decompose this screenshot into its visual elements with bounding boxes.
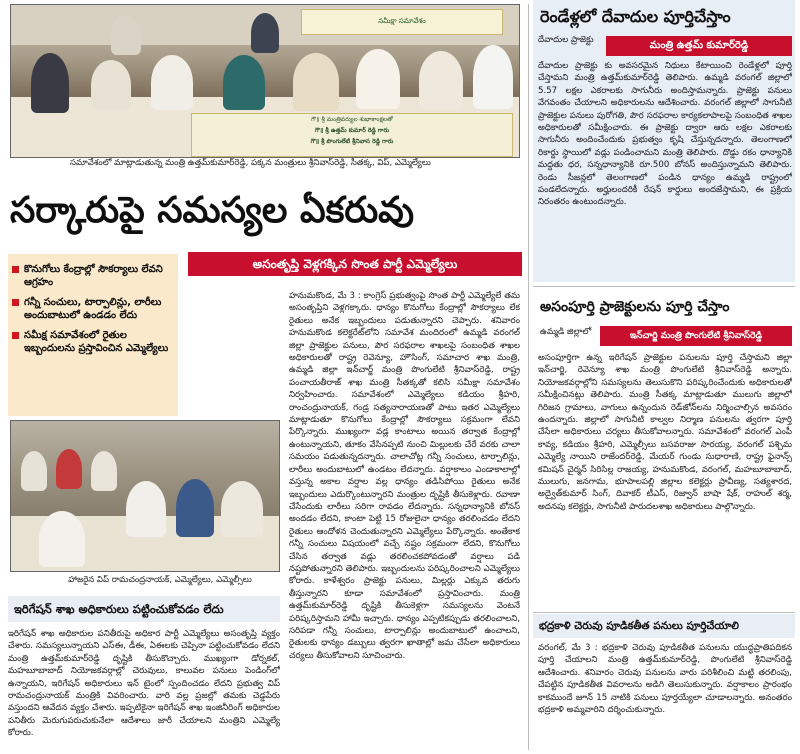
right-mid-lead: ఉమ్మడి జిల్లాలో: [540, 327, 592, 337]
right-bottom-title: భద్రకాళి చెరువు పూడికతీత పనులు పూర్తిచేయాలి: [533, 614, 795, 638]
right-top-tag: మంత్రి ఉత్తమ్ కుమార్‌రెడ్డి: [606, 36, 792, 56]
right-mid-tag: ఇన్‌చార్జి మంత్రి పొంగులేటి శ్రీనివాస్‌రెడ్డి: [600, 326, 792, 346]
right-mid-body: అసంపూర్తిగా ఉన్న ఇరిగేషన్ ప్రాజెక్టుల పనులను పూర్తి చేస్తామని జిల్లా ఇన్‌చార్జి, రెవెన్యూ శాఖ మంత్రి పొంగులేటి శ్రీనివాస్‌రెడ్డి అన్నారు. నియోజకవర్గాల్లోని సమస్యలను తెలుసుకొని పరిష్కరించేందుకు అధికారులతో సమీక్షించినట్లు తెలిపారు. మంత్రి సీతక్క మాట్లాడుతూ ములుగు జిల్లాలో గిరిజన గ్రామాలు, వాగులు ఉన్నందున రెడ్‌జోన్‌లను నిర్మించాల్సిన అవసరం ఉందన్నారు. జిల్లాలో సాగునీటి కాల్వల నిర్మాణ పనులను త్వరగా పూర్తి చేసేలా అధికారులు చర్యలు తీసుకోవాలన్నారు. సమావేశంలో వరంగల్ ఎంపీ కావ్య, కడియం శ్రీహరి, ఎమ్మెల్సీలు బసవరాజు సారయ్య, వరంగల్ పశ్చిమ ఎమ్మెల్యే నాయిని రాజేందర్‌రెడ్డి, మేయర్ గుండు సుధారాణి, రాష్ట్ర ఫైనాన్స్ కమిషన్ చైర్మన్ సిరిసిల్ల రాజయ్య, హనుమకొండ, వరంగల్, మహబూబాబాద్, ములుగు, జనగామ, భూపాలపల్లి జిల్లాల కలెక్టర్లు ప్రావీణ్య, సత్యశారద, అద్వైత్‌కుమార్ సింగ్, దివాకర్ టీఎస్, రిజ్వాన్ బాషా షేక్, రాహుల్ శర్మ, అదనపు కలెక్టర్లు, సాగునీటి పారుదలశాఖ అధికారులు పాల్గొన్నారు.: [538, 353, 792, 512]
banner-line: సమీక్షా సమావేశం: [378, 17, 426, 25]
top-photo-back-banner: [301, 9, 503, 35]
highlight-text: గన్నీ సంచులు, టార్పాలిన్లు, లారీలు అందుబాటులో ఉండడం లేదు: [24, 297, 162, 321]
main-article-body: హనుమకొండ, మే 3 : కాంగ్రెస్ ప్రభుత్వంపై సొంత పార్టీ ఎమ్మెల్యేలే తమ అసంతృప్తిని వెళ్లగక్కారు. ధాన్యం కొనుగోలు కేంద్రాల్లో సౌకర్యాలు లేక రైతులు అనేక ఇబ్బందులు పడుతున్నారని చెప్పారు. శనివారం హనుమకొండ కలెక్టరేట్‌లోని సమావేశ మందిరంలో ఉమ్మడి వరంగల్ జిల్లా ప్రాజెక్టుల పనులు, పౌర సరఫరాల శాఖలపై సంబంధిత శాఖల అధికారులతో రాష్ట్ర రెవెన్యూ, హౌసింగ్, సమాచార శాఖ మంత్రి, ఉమ్మడి జిల్లా ఇన్‌చార్జ్ మంత్రి పొంగులేటి శ్రీనివాస్‌రెడ్డి, రాష్ట్ర పంచాయతీరాజ్ శాఖ మంత్రి సీతక్కతో కలిసి సమీక్షా సమావేశం నిర్వహించారు. సమావేశంలో ఎమ్మెల్యేలు కడియం శ్రీహరి, రాంచంద్రునాయక్, గండ్ర సత్యనారాయణతో పాటు ఇతర ఎమ్మెల్యేలు మాట్లాడుతూ కొనుగోలు కేంద్రాల్లో సౌకర్యాలు సక్రమంగా లేవని పేర్కొన్నారు. ముఖ్యంగా వడ్ల కాంటాలు అయిన తర్వాత కేంద్రాల్లో ఉంటున్నాయని, తూకం వేసినప్పటి నుంచి మిల్లులకు చేరే వరకు చాలా సమయం పడుతున్నదన్నారు. చాలాచోట్ల గన్నీ సంచులు, టార్పాలిన్లు, లారీలు అందుబాటులో ఉండటం లేదన్నారు. వర్షాకాలం ఎండాకాలాల్లో వస్తున్న అకాల వర్షాల వల్ల ధాన్యం తడిసిపోయి రైతులు అనేక ఇబ్బందులు ఎదుర్కొంటున్నారని మంత్రుల దృష్టికి తీసుకెళ్లారు. రవాణా చేసేందుకు లారీలు సరిగా రావడం లేదన్నారు. సన్నధాన్యానికి బోనస్ అందడం లేదని, కాంటా పెట్టి 15 రోజులైనా ధాన్యం తరలించడం లేదని రైతులు ఆందోళన చెందుతున్నారని ఎమ్మెల్యేలు పేర్కొన్నారు. అంతేకాక గన్నీ సంచులు విషయంలో వచ్చే నష్టం సక్రమంగా లేదని, కొనుగోలు చేసిన తర్వాత వడ్లు తరలించకపోవడంతో వర్షాలు పడి నష్టపోతున్నారని తెలిపారు. ఇబ్బందులను పరిష్కరించాలని ఎమ్మెల్యేలు కోరారు. కాళేశ్వరం ప్రాజెక్టు పనులు, మిల్లర్లు ఎక్కువ తరుగు తీస్తున్నారని కూడా సమావేశంలో ప్రస్తావించారు. మంత్రి ఉత్తమ్‌కుమార్‌రెడ్డి దృష్టికి తీసుకెళ్లగా సమస్యలను వెంటనే పరిష్కరిస్తామని హామీ ఇచ్చారు. ధాన్యం ఎప్పటికప్పుడు తరలించాలని, సరిపడా గన్నీ సంచులు, టార్పాలిన్లు అందుబాటులో ఉంచాలని, రైతులకు ధాన్యం డబ్బులు త్వరగా ఖాతాల్లో జమ చేసేలా అధికారులు చర్యలు తీసుకోవాలని సూచించారు.: [289, 291, 520, 661]
irrigation-body: ఇరిగేషన్ శాఖ అధికారుల పనితీరుపై అధికార పార్టీ ఎమ్మెల్యేలు అసంతృప్తి వ్యక్తం చేశారు. సమస్యలున్నాయని ఎస్‌ఈ, డీఈ, ఏఈలకు చెప్పినా పట్టించుకోవడం లేదని మంత్రి ఉత్తమ్‌కుమార్‌రెడ్డి దృష్టికి తీసుకొచ్చారు. ముఖ్యంగా డోర్నకల్, మహబూబాబాద్ నియోజకవర్గాల్లో చెరువులు, కాలువల పనులు పెండింగ్‌లో ఉన్నాయని, ఇరిగేషన్ అధికారులు ఇన్ టైంలో స్పందించడం లేదని ప్రభుత్వ విప్ రామచంద్రునాయక్ మంత్రికి వివరించారు. వారి వల్ల ప్రజల్లో తమకు చెడ్డపేరు వస్తుందని ఆవేదన వ్యక్తం చేశారు. ఇప్పటికైనా ఇరిగేషన్ శాఖ ఇంజినీరింగ్ అధికారుల పనితీరు మెరుగుపరుచుకునేలా ఆదేశాలు జారీ చేయాలని మంత్రిని ఎమ్మెల్యే కోరారు.: [8, 629, 280, 739]
main-headline: సర్కారుపై సమస్యల ఏకరువు: [10, 190, 415, 231]
top-meeting-photo: [10, 4, 520, 158]
banner-line: గౌ॥ శ్రీ పొంగులేటి శ్రీనివాస రెడ్డి గారు: [310, 138, 394, 145]
highlight-text: సమీక్ష సమావేశంలో రైతుల ఇబ్బందులను ప్రస్తావించిన ఎమ్మెల్యేలు: [24, 330, 169, 354]
highlight-text: కొనుగోలు కేంద్రాల్లో సౌకర్యాలు లేవని ఆగ్రహం: [24, 264, 163, 288]
column-divider: [528, 4, 529, 750]
highlight-item: [12, 263, 178, 289]
irrigation-title: ఇరిగేషన్ శాఖ అధికారులు పట్టించుకోవడం లేదు: [8, 596, 280, 622]
bullet-icon: [12, 266, 19, 273]
top-photo-caption: సమావేశంలో మాట్లాడుతున్న మంత్రి ఉత్తమ్‌కుమార్‌రెడ్డి, పక్కన మంత్రులు శ్రీనివాస్‌రెడ్డి, సీతక్క, విప్, ఎమ్మెల్యేలు: [70, 158, 431, 168]
section-divider: [533, 612, 795, 613]
highlights-box: [8, 254, 178, 416]
banner-line: గౌ॥ శ్రీ మంత్రివర్యుల శుభాకాంక్షలతో: [311, 116, 393, 123]
bullet-icon: [12, 299, 19, 306]
highlight-item: [12, 296, 178, 322]
right-top-title: రెండేళ్లలో దేవాదుల పూర్తిచేస్తాం: [540, 7, 731, 26]
section-divider: [533, 286, 795, 287]
right-top-body: దేవాదుల ప్రాజెక్టు కు అవసరమైన నిధులు కేటాయించి రెండేళ్లలో పూర్తి చేస్తామని మంత్రి ఉత్తమ్‌కుమార్‌రెడ్డి తెలిపారు. ఉమ్మడి వరంగల్ జిల్లాలో 5.57 లక్షల ఎకరాలకు సాగునీరు అందిస్తామన్నారు. ప్రాజెక్టు పనులు వేగవంతం చేయాలని అధికారులను ఆదేశించారు. వరంగల్ జిల్లాలో సాగునీటి ప్రాజెక్టుల పనులు పురోగతి, పౌర సరఫరాల కార్యకలాపాలపై సంబంధిత శాఖల అధికారులతో సమీక్షించారు. ఈ ప్రాజెక్టు ద్వారా ఆరు లక్షల ఎకరాలకు సాగునీరు అందించేందుకు ప్రభుత్వం కృషి చేస్తున్నదన్నారు. తెలంగాణలో రికార్డు స్థాయిలో వడ్లు పండించామని మంత్రి తెలిపారు. దొడ్డు రకం ధాన్యానికి మద్దతు ధర, సన్నధాన్యానికి రూ.500 బోనస్ అందిస్తున్నామని తెలిపారు. రెండు సీజన్లలో తెలంగాణలో పండిన ధాన్యం ఉమ్మడి రాష్ట్రంలో పండలేదన్నారు. అర్హులందరికీ రేషన్ కార్డులు అందజేస్తామని, ఈ ప్రక్రియ నిరంతరం ఉంటుందన్నారు.: [538, 61, 792, 208]
red-tag-subheadline: అసంతృప్తి వెళ్లగక్కిన సొంత పార్టీ ఎమ్మెల్యేలు: [188, 252, 522, 276]
second-meeting-photo: [10, 420, 280, 572]
top-photo-banner: [191, 113, 513, 157]
right-mid-title: అసంపూర్తి ప్రాజెక్టులను పూర్తి చేస్తాం: [540, 299, 730, 315]
banner-line: గౌ॥ శ్రీ ఉత్తమ్ కుమార్ రెడ్డి గారు: [314, 127, 390, 134]
second-photo-caption: హాజరైన విప్ రామచంద్రనాయక్, ఎమ్మెల్యేలు, ఎమ్మెల్సీలు: [68, 575, 252, 585]
bullet-icon: [12, 332, 19, 339]
right-top-lead: దేవాదుల ప్రాజెక్టు: [538, 35, 594, 45]
highlight-item: [12, 329, 178, 355]
right-bottom-body: వరంగల్, మే 3 : భద్రకాళి చెరువు పూడికతీత పనులను యుద్ధప్రాతిపదికన పూర్తి చేయాలని మంత్రి ఉత్తమ్‌కుమార్‌రెడ్డి, పొంగులేటి శ్రీనివాస్‌రెడ్డి ఆదేశించారు. శనివారం చెరువు పనులను వారు పరిశీలించి మట్టి తరలింపు, చేపట్టిన పూడికతీత వివరాలను అడిగి తెలుసుకున్నారు. వర్షాకాలం ప్రారంభం కాకముందే జూన్ 15 నాటికి పనులు పూర్తయ్యేలా చూడాలన్నారు. అనంతరం భద్రకాళి అమ్మవారిని దర్శించుకున్నారు.: [538, 643, 792, 716]
